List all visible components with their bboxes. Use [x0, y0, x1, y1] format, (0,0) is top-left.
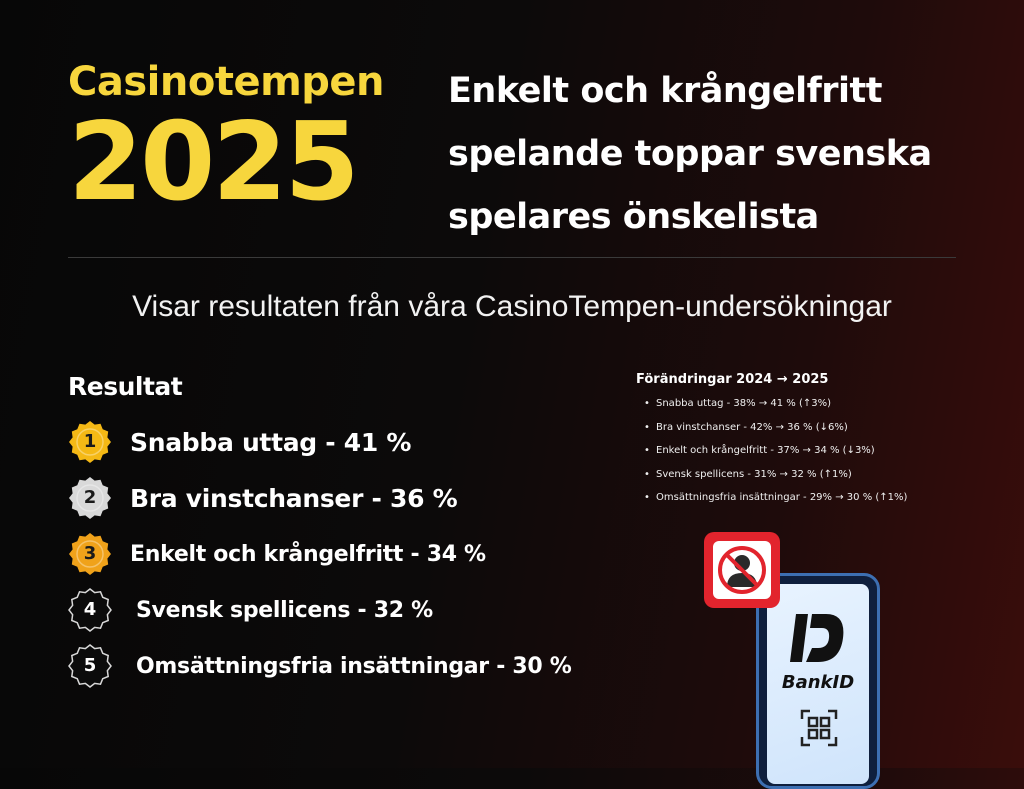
change-text: Bra vinstchanser - 42% → 36 % (↓6%)	[656, 421, 848, 433]
result-label-3: Enkelt och krångelfritt - 34 %	[130, 541, 486, 567]
rank-number-5: 5	[83, 655, 97, 676]
result-item-3	[68, 532, 486, 576]
subtitle: Visar resultaten från våra CasinoTempen-undersökningar	[132, 290, 892, 323]
change-item: • Omsättningsfria insättningar - 29% → 30 % (↑1%)	[644, 492, 908, 503]
result-item-1	[68, 420, 411, 464]
change-text: Snabba uttag - 38% → 41 % (↑3%)	[656, 398, 832, 409]
rank-number-3: 3	[83, 543, 97, 564]
change-text: Enkelt och krångelfritt - 37% → 34 % (↓3%)	[656, 445, 875, 456]
headline-line-3: spelares önskelista	[448, 197, 819, 237]
rank-badge-4	[68, 588, 112, 632]
change-text: Svensk spellicens - 31% → 32 % (↑1%)	[656, 468, 852, 480]
rank-badge-1	[68, 420, 112, 464]
bankid-label: BankID	[781, 672, 855, 693]
rank-badge-5	[68, 644, 112, 688]
divider	[68, 257, 956, 258]
result-label-5: Omsättningsfria insättningar - 30 %	[136, 653, 572, 679]
change-item: • Snabba uttag - 38% → 41 % (↑3%)	[644, 398, 832, 409]
changes-list	[644, 392, 907, 510]
change-item: • Svensk spellicens - 31% → 32 % (↑1%)	[644, 468, 852, 480]
rank-number-4: 4	[83, 599, 97, 620]
change-text: Omsättningsfria insättningar - 29% → 30 % (↑1%)	[656, 492, 908, 503]
brand-block	[68, 58, 384, 225]
results-title: Resultat	[68, 372, 183, 401]
brand-year: 2025	[68, 100, 357, 225]
headline	[448, 60, 988, 249]
change-item: • Enkelt och krångelfritt - 37% → 34 % (↓3%)	[644, 445, 875, 456]
no-person-icon	[713, 541, 771, 599]
result-label-4: Svensk spellicens - 32 %	[136, 597, 433, 623]
rank-number-2: 2	[83, 487, 97, 508]
result-label-2: Bra vinstchanser - 36 %	[130, 483, 458, 513]
brand-name: Casinotempen	[68, 59, 384, 105]
rank-number-1: 1	[83, 431, 97, 452]
result-label-1: Snabba uttag - 41 %	[130, 427, 412, 457]
change-item: • Bra vinstchanser - 42% → 36 % (↓6%)	[644, 421, 848, 433]
rank-badge-3	[68, 532, 112, 576]
result-item-5	[68, 644, 572, 688]
result-item-2	[68, 476, 457, 520]
headline-line-1: Enkelt och krångelfritt	[448, 71, 883, 111]
no-person-sign	[704, 532, 780, 608]
changes-title: Förändringar 2024 → 2025	[636, 372, 829, 387]
headline-line-2: spelande toppar svenska	[448, 134, 932, 174]
bankid-logo-icon	[788, 608, 848, 668]
phone-screen	[767, 584, 869, 784]
qr-code-icon	[800, 709, 838, 747]
result-item-4	[68, 588, 433, 632]
rank-badge-2	[68, 476, 112, 520]
